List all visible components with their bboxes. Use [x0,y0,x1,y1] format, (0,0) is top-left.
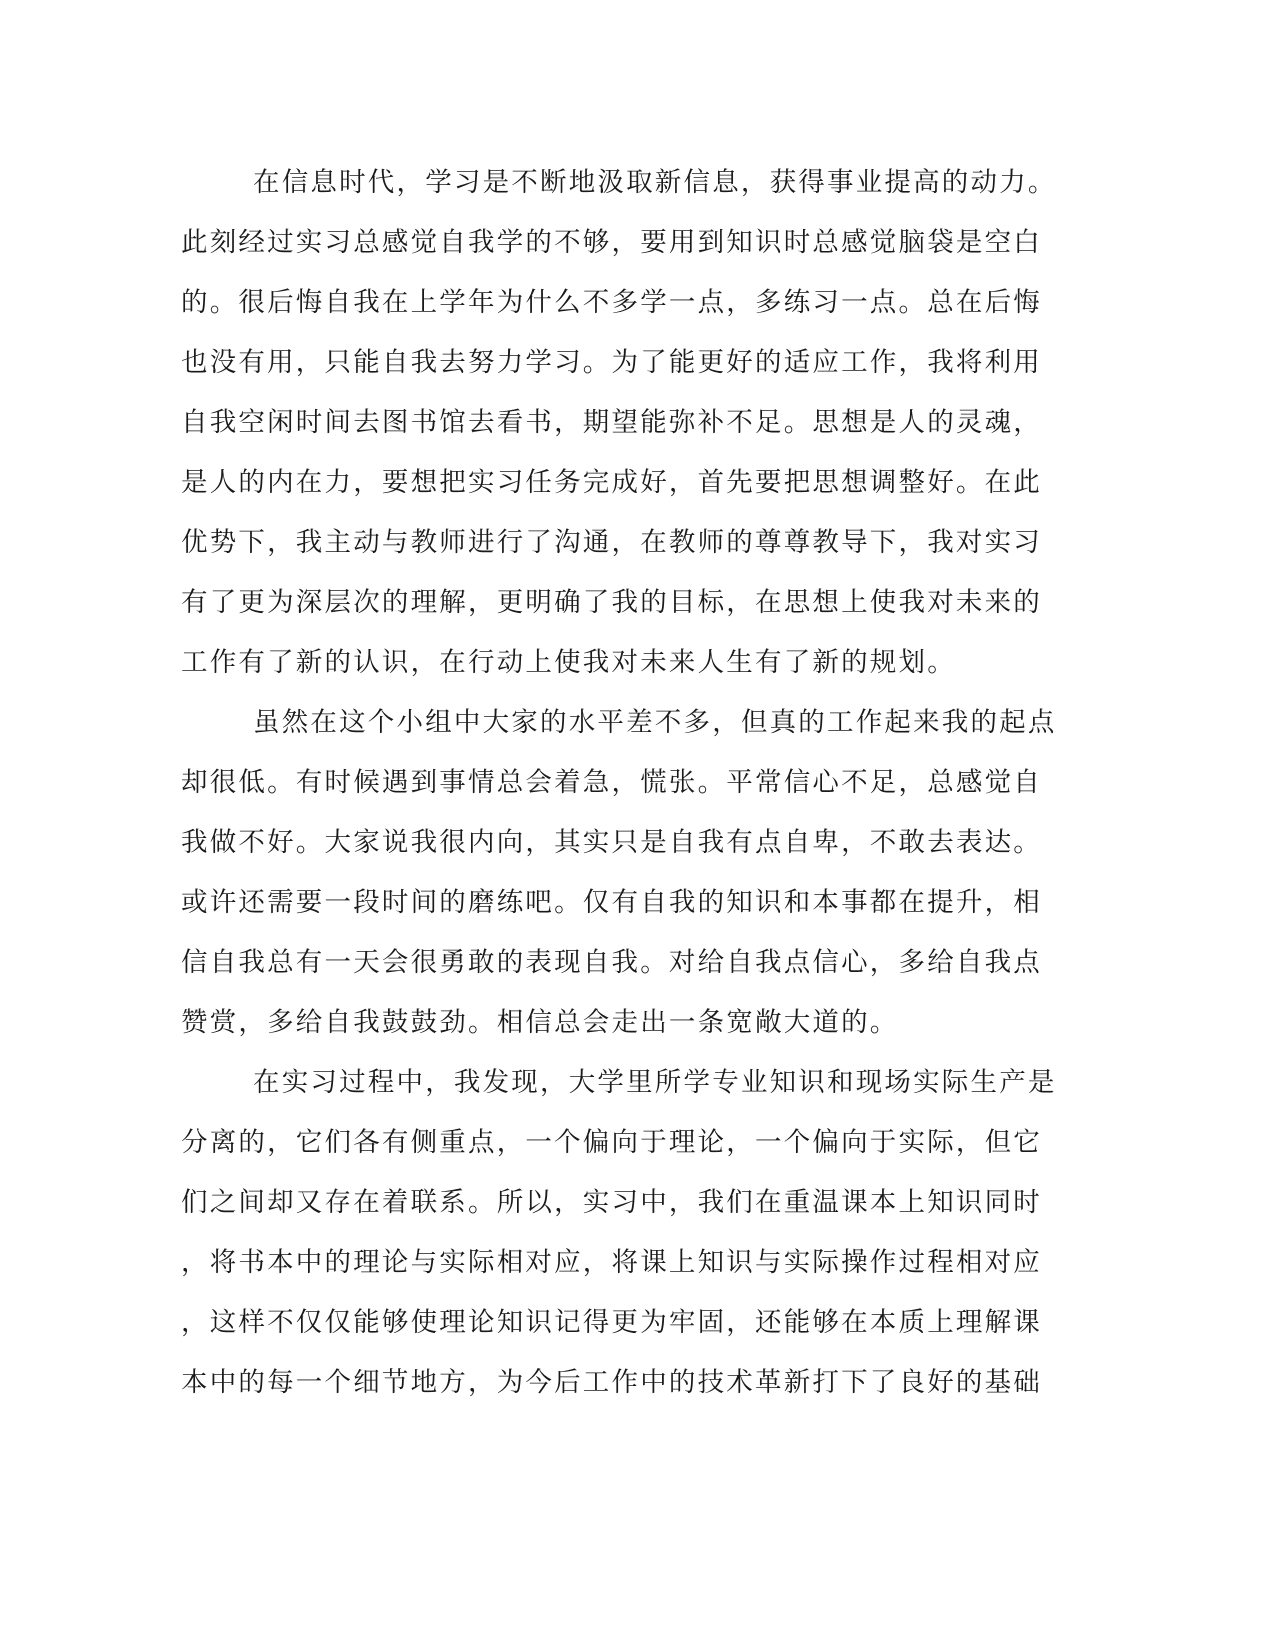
text-line: 在信息时代，学习是不断地汲取新信息，获得事业提高的动力。 [253,167,1057,198]
text-line: 也没有用，只能自我去努力学习。为了能更好的适应工作，我将利用 [181,347,1042,378]
text-line: 却很低。有时候遇到事情总会着急，慌张。平常信心不足，总感觉自 [181,767,1042,798]
text-line: ，这样不仅仅能够使理论知识记得更为牢固，还能够在本质上理解课 [181,1307,1042,1338]
text-line: 是人的内在力，要想把实习任务完成好，首先要把思想调整好。在此 [181,467,1042,498]
text-line: 我做不好。大家说我很内向，其实只是自我有点自卑，不敢去表达。 [181,827,1042,858]
paragraph-2 [181,693,1081,1053]
text-line: 优势下，我主动与教师进行了沟通，在教师的尊尊教导下，我对实习 [181,527,1042,558]
text-line: 在实习过程中，我发现，大学里所学专业知识和现场实际生产是 [253,1067,1057,1098]
text-line: 赞赏，多给自我鼓鼓劲。相信总会走出一条宽敞大道的。 [181,1007,899,1038]
paragraph-3 [181,1053,1081,1413]
text-line: 们之间却又存在着联系。所以，实习中，我们在重温课本上知识同时 [181,1187,1042,1218]
text-line: 工作有了新的认识，在行动上使我对未来人生有了新的规划。 [181,647,956,678]
text-line: 自我空闲时间去图书馆去看书，期望能弥补不足。思想是人的灵魂， [181,407,1042,438]
paragraph-1 [181,153,1081,693]
text-line: 的。很后悔自我在上学年为什么不多学一点，多练习一点。总在后悔 [181,287,1042,318]
text-line: 分离的，它们各有侧重点，一个偏向于理论，一个偏向于实际，但它 [181,1127,1042,1158]
text-line: 或许还需要一段时间的磨练吧。仅有自我的知识和本事都在提升，相 [181,887,1042,918]
text-line: 虽然在这个小组中大家的水平差不多，但真的工作起来我的起点 [253,707,1057,738]
text-line: 此刻经过实习总感觉自我学的不够，要用到知识时总感觉脑袋是空白 [181,227,1042,258]
text-line: 信自我总有一天会很勇敢的表现自我。对给自我点信心，多给自我点 [181,947,1042,978]
text-line: ，将书本中的理论与实际相对应，将课上知识与实际操作过程相对应 [181,1247,1042,1278]
text-line: 有了更为深层次的理解，更明确了我的目标，在思想上使我对未来的 [181,587,1042,618]
text-line: 本中的每一个细节地方，为今后工作中的技术革新打下了良好的基础 [181,1367,1042,1398]
body-text [181,153,1081,1413]
